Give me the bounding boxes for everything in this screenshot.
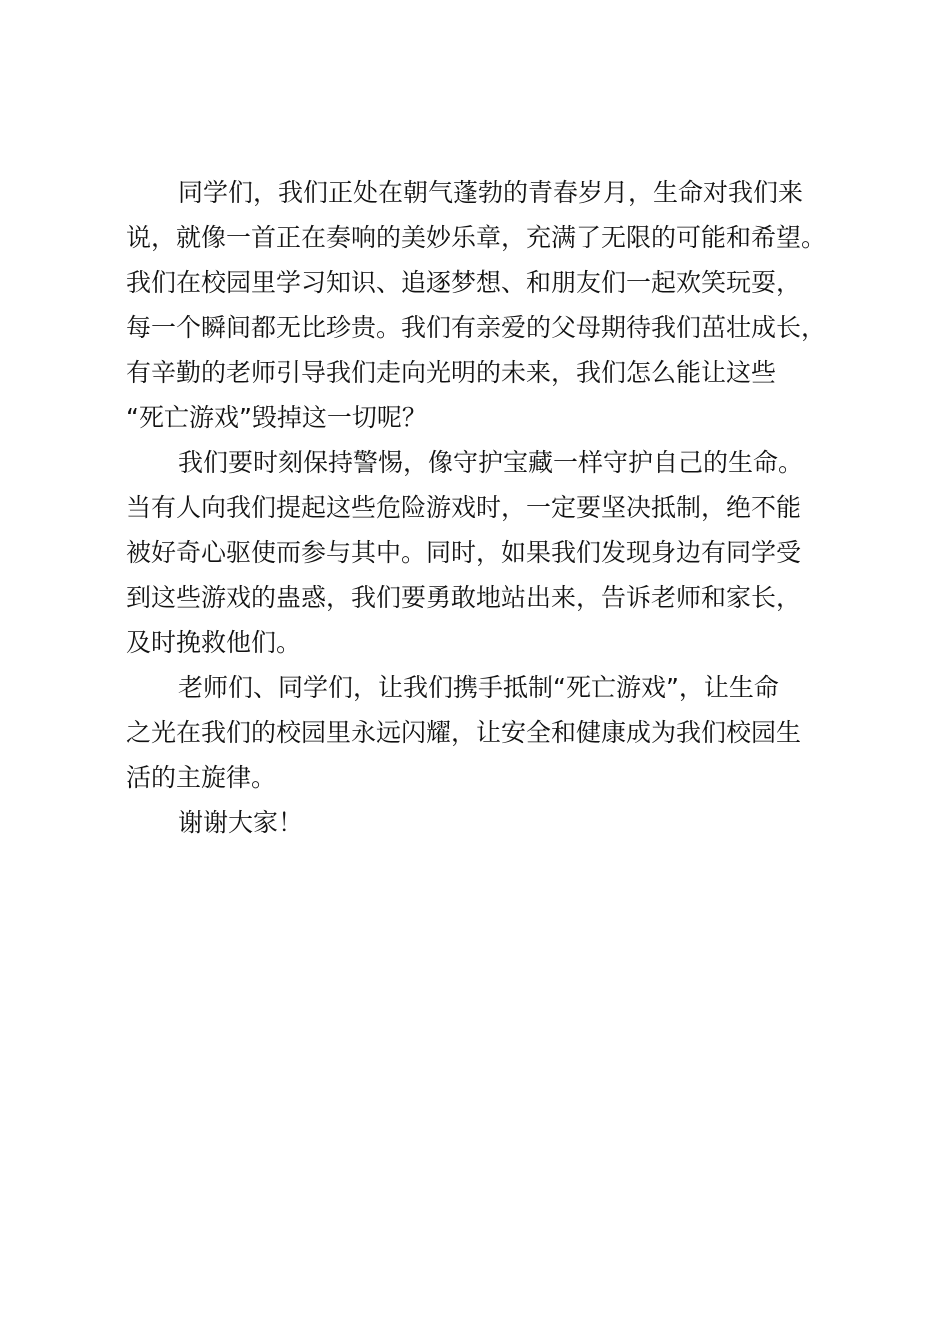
paragraph-2 [126,440,856,665]
paragraph-closing [126,800,856,845]
paragraph-3 [126,665,856,800]
paragraph-line: 及时挽救他们。 [126,628,302,657]
paragraph-line: “死亡游戏”毁掉这一切呢？ [126,403,427,432]
paragraph-line: 同学们，我们正处在朝气蓬勃的青春岁月，生命对我们来 [178,178,804,207]
paragraph-line: 说，就像一首正在奏响的美妙乐章，充满了无限的可能和希望。 [126,223,827,252]
paragraph-line: 我们在校园里学习知识、追逐梦想、和朋友们一起欢笑玩耍， [126,268,802,297]
paragraph-line: 老师们、同学们，让我们携手抵制“死亡游戏”，让生命 [178,673,779,702]
paragraph-line: 每一个瞬间都无比珍贵。我们有亲爱的父母期待我们茁壮成长， [126,313,827,342]
paragraph-line: 到这些游戏的蛊惑，我们要勇敢地站出来，告诉老师和家长， [126,583,802,612]
closing-line: 谢谢大家！ [178,808,304,837]
paragraph-line: 被好奇心驱使而参与其中。同时，如果我们发现身边有同学受 [126,538,802,567]
speech-body [126,170,856,845]
paragraph-line: 有辛勤的老师引导我们走向光明的未来，我们怎么能让这些 [126,358,777,387]
paragraph-1 [126,170,856,440]
paragraph-line: 活的主旋律。 [126,763,277,792]
paragraph-line: 当有人向我们提起这些危险游戏时，一定要坚决抵制，绝不能 [126,493,802,522]
paragraph-line: 我们要时刻保持警惕，像守护宝藏一样守护自己的生命。 [178,448,804,477]
paragraph-line: 之光在我们的校园里永远闪耀，让安全和健康成为我们校园生 [126,718,802,747]
